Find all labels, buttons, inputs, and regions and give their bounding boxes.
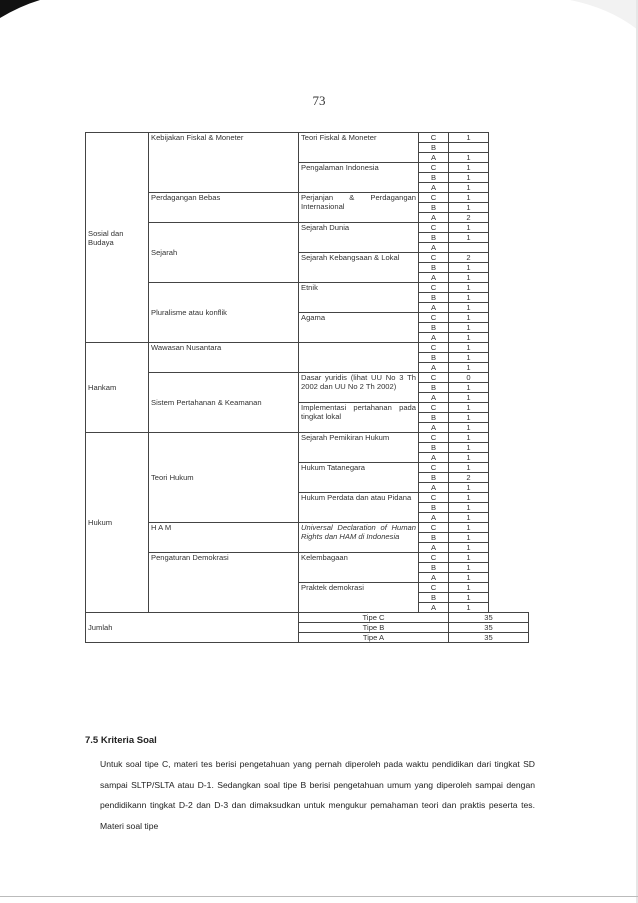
section-paragraph <box>85 754 535 836</box>
tipe-cell: B <box>419 293 449 303</box>
subkategori-cell: Pluralisme atau konflik <box>149 283 299 343</box>
topik-cell: Agama <box>299 313 419 343</box>
jumlah-cell: 1 <box>449 183 489 193</box>
kategori-cell: Hankam <box>86 343 149 433</box>
tipe-cell: B <box>419 143 449 153</box>
tipe-cell: C <box>419 253 449 263</box>
tipe-cell: C <box>419 163 449 173</box>
jumlah-cell: 1 <box>449 593 489 603</box>
tipe-cell: A <box>419 573 449 583</box>
table-row <box>86 373 529 383</box>
section-kriteria-soal <box>85 735 535 836</box>
tipe-cell: C <box>419 313 449 323</box>
table-row <box>86 343 529 353</box>
subkategori-cell: Sejarah <box>149 223 299 283</box>
jumlah-cell: 2 <box>449 473 489 483</box>
paragraph-line: dimaksudkan untuk mengukur pemahaman teori dan praktis peserta tes. Materi soal tipe <box>100 800 535 831</box>
jumlah-cell: 1 <box>449 303 489 313</box>
tipe-cell: A <box>419 363 449 373</box>
jumlah-cell: 1 <box>449 463 489 473</box>
tipe-cell: B <box>419 473 449 483</box>
bottom-edge-line <box>0 896 638 897</box>
jumlah-cell: 1 <box>449 523 489 533</box>
jumlah-cell: 1 <box>449 203 489 213</box>
tipe-cell: C <box>419 223 449 233</box>
tipe-cell: C <box>419 463 449 473</box>
topik-cell: Praktek demokrasi <box>299 583 419 613</box>
tipe-cell: A <box>419 213 449 223</box>
jumlah-cell: 1 <box>449 163 489 173</box>
total-tipe-cell: Tipe C <box>299 613 449 623</box>
table-row <box>86 283 529 293</box>
total-value-cell: 35 <box>449 633 529 643</box>
jumlah-cell: 1 <box>449 483 489 493</box>
topik-cell: Universal Declaration of Human Rights dan HAM di Indonesia <box>299 523 419 553</box>
table-row <box>86 523 529 533</box>
tipe-cell: B <box>419 413 449 423</box>
tipe-cell: A <box>419 483 449 493</box>
tipe-cell: B <box>419 383 449 393</box>
tipe-cell: B <box>419 353 449 363</box>
jumlah-cell: 1 <box>449 553 489 563</box>
tipe-cell: B <box>419 323 449 333</box>
jumlah-cell: 1 <box>449 563 489 573</box>
jumlah-cell: 1 <box>449 583 489 593</box>
tipe-cell: A <box>419 513 449 523</box>
jumlah-cell: 1 <box>449 533 489 543</box>
tipe-cell: A <box>419 183 449 193</box>
tipe-cell: B <box>419 263 449 273</box>
tipe-cell: C <box>419 343 449 353</box>
tipe-cell: C <box>419 133 449 143</box>
total-value-cell: 35 <box>449 613 529 623</box>
tipe-cell: B <box>419 563 449 573</box>
kategori-cell: Sosial dan Budaya <box>86 133 149 343</box>
jumlah-cell: 1 <box>449 493 489 503</box>
subkategori-cell: Wawasan Nusantara <box>149 343 299 373</box>
tipe-cell: A <box>419 273 449 283</box>
jumlah-cell: 1 <box>449 283 489 293</box>
jumlah-label: Jumlah <box>86 613 299 643</box>
topik-cell: Implementasi pertahanan pada tingkat lokal <box>299 403 419 433</box>
subkategori-cell: Sistem Pertahanan & Keamanan <box>149 373 299 433</box>
tipe-cell: A <box>419 603 449 613</box>
jumlah-cell: 1 <box>449 363 489 373</box>
total-value-cell: 35 <box>449 623 529 633</box>
topik-cell: Hukum Perdata dan atau Pidana <box>299 493 419 523</box>
tipe-cell: C <box>419 583 449 593</box>
jumlah-cell <box>449 243 489 253</box>
tipe-cell: B <box>419 233 449 243</box>
jumlah-cell: 1 <box>449 603 489 613</box>
tipe-cell: B <box>419 203 449 213</box>
tipe-cell: A <box>419 303 449 313</box>
topik-cell: Dasar yuridis (lihat UU No 3 Th 2002 dan UU No 2 Th 2002) <box>299 373 419 403</box>
jumlah-cell: 1 <box>449 503 489 513</box>
topik-cell: Hukum Tatanegara <box>299 463 419 493</box>
tipe-cell: C <box>419 433 449 443</box>
jumlah-cell: 0 <box>449 373 489 383</box>
jumlah-cell: 1 <box>449 383 489 393</box>
tipe-cell: C <box>419 523 449 533</box>
tipe-cell: B <box>419 503 449 513</box>
paragraph-line: Untuk soal tipe C, materi tes berisi pengetahuan yang pernah diperoleh pada waktu <box>100 759 429 769</box>
jumlah-cell <box>449 143 489 153</box>
jumlah-cell: 1 <box>449 273 489 283</box>
jumlah-cell: 1 <box>449 403 489 413</box>
tipe-cell: A <box>419 423 449 433</box>
total-row <box>86 613 529 623</box>
section-title: 7.5 Kriteria Soal <box>85 735 157 746</box>
jumlah-cell: 1 <box>449 393 489 403</box>
jumlah-cell: 1 <box>449 293 489 303</box>
topik-cell: Etnik <box>299 283 419 313</box>
tipe-cell: A <box>419 243 449 253</box>
jumlah-cell: 1 <box>449 543 489 553</box>
tipe-cell: A <box>419 543 449 553</box>
paragraph-line: pendidikan dari tingkat SD sampai SLTP/SLTA atau D-1. Sedangkan soal tipe B berisi <box>100 759 536 790</box>
topik-cell: Sejarah Dunia <box>299 223 419 253</box>
subkategori-cell: Perdagangan Bebas <box>149 193 299 223</box>
tipe-cell: C <box>419 193 449 203</box>
jumlah-cell: 1 <box>449 433 489 443</box>
table-row <box>86 133 529 143</box>
soal-distribution-table <box>85 132 529 643</box>
topik-cell: Sejarah Pemikiran Hukum <box>299 433 419 463</box>
jumlah-cell: 1 <box>449 233 489 243</box>
jumlah-cell: 1 <box>449 133 489 143</box>
jumlah-cell: 1 <box>449 573 489 583</box>
table-row <box>86 223 529 233</box>
subkategori-cell: H A M <box>149 523 299 553</box>
topik-cell: Perjanjan & Perdagangan Internasional <box>299 193 419 223</box>
jumlah-cell: 1 <box>449 263 489 273</box>
jumlah-cell: 2 <box>449 213 489 223</box>
jumlah-cell: 1 <box>449 413 489 423</box>
subkategori-cell: Kebijakan Fiskal & Moneter <box>149 133 299 193</box>
jumlah-cell: 1 <box>449 423 489 433</box>
tipe-cell: A <box>419 333 449 343</box>
jumlah-cell: 1 <box>449 333 489 343</box>
tipe-cell: C <box>419 493 449 503</box>
tipe-cell: C <box>419 283 449 293</box>
total-tipe-cell: Tipe B <box>299 623 449 633</box>
topik-cell <box>299 343 419 373</box>
jumlah-cell: 1 <box>449 193 489 203</box>
table-row <box>86 553 529 563</box>
paragraph-line: pengetahuan umum yang diperoleh sampai dengan pendidikann tingkat D-2 dan D-3 dan <box>100 779 536 810</box>
tipe-cell: C <box>419 403 449 413</box>
kategori-cell: Hukum <box>86 433 149 613</box>
tipe-cell: B <box>419 443 449 453</box>
tipe-cell: A <box>419 153 449 163</box>
table-row <box>86 433 529 443</box>
tipe-cell: C <box>419 553 449 563</box>
tipe-cell: B <box>419 173 449 183</box>
jumlah-cell: 1 <box>449 513 489 523</box>
tipe-cell: B <box>419 593 449 603</box>
tipe-cell: A <box>419 393 449 403</box>
total-tipe-cell: Tipe A <box>299 633 449 643</box>
topik-cell: Sejarah Kebangsaan & Lokal <box>299 253 419 283</box>
topik-cell: Pengalaman Indonesia <box>299 163 419 193</box>
jumlah-cell: 1 <box>449 153 489 163</box>
subkategori-cell: Pengaturan Demokrasi <box>149 553 299 613</box>
tipe-cell: A <box>419 453 449 463</box>
jumlah-cell: 1 <box>449 173 489 183</box>
jumlah-cell: 1 <box>449 323 489 333</box>
jumlah-cell: 1 <box>449 313 489 323</box>
jumlah-cell: 2 <box>449 253 489 263</box>
jumlah-cell: 1 <box>449 343 489 353</box>
tipe-cell: B <box>419 533 449 543</box>
jumlah-cell: 1 <box>449 443 489 453</box>
table-row <box>86 193 529 203</box>
page-number: 73 <box>312 93 326 108</box>
subkategori-cell: Teori Hukum <box>149 433 299 523</box>
jumlah-cell: 1 <box>449 353 489 363</box>
jumlah-cell: 1 <box>449 223 489 233</box>
tipe-cell: C <box>419 373 449 383</box>
jumlah-cell: 1 <box>449 453 489 463</box>
topik-cell: Kelembagaan <box>299 553 419 583</box>
topik-cell: Teori Fiskal & Moneter <box>299 133 419 163</box>
